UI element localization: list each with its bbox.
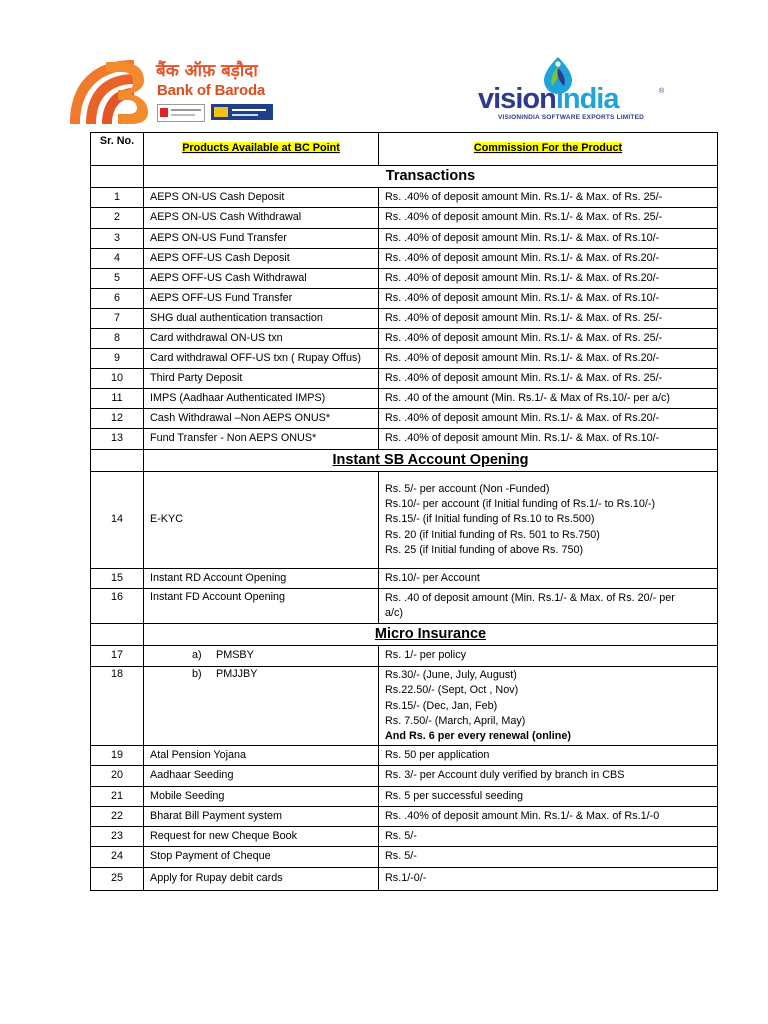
row-commission: Rs. .40% of deposit amount Min. Rs.1/- & Max. of Rs.10/- xyxy=(379,229,718,249)
table-row xyxy=(91,229,718,249)
table-row xyxy=(91,827,718,847)
row-commission: Rs. .40% of deposit amount Min. Rs.1/- & Max. of Rs.10/- xyxy=(379,429,718,450)
row-commission: Rs. .40% of deposit amount Min. Rs.1/- & Max. of Rs.1/-0 xyxy=(379,807,718,827)
row-product: Stop Payment of Cheque xyxy=(144,847,379,868)
row-commission: Rs. 5/- xyxy=(379,847,718,868)
section-spacer xyxy=(91,450,144,472)
row-product xyxy=(144,667,379,746)
row-srno: 3 xyxy=(91,229,144,249)
commission-line: Rs. 5/- per account (Non -Funded) xyxy=(385,482,550,495)
bob-hindi-name: बैंक ऑफ़ बड़ौदा xyxy=(156,61,258,81)
table-row xyxy=(91,847,718,868)
row-product: Apply for Rupay debit cards xyxy=(144,868,379,891)
row-commission: Rs. 1/- per policy xyxy=(379,646,718,667)
section-title-transactions: Transactions xyxy=(144,166,718,188)
section-spacer xyxy=(91,624,144,646)
row-srno: 17 xyxy=(91,646,144,667)
section-row-sb_opening xyxy=(91,450,718,472)
row-product: Card withdrawal ON-US txn xyxy=(144,329,379,349)
commission-line: Rs.10/- per account (if Initial funding of Rs.1/- to Rs.10/-) xyxy=(385,498,656,511)
header-commission-label: Commission For the Product xyxy=(473,142,623,155)
row-product: AEPS ON-US Fund Transfer xyxy=(144,229,379,249)
commission-line: a/c) xyxy=(385,607,403,620)
section-title-sb_opening: Instant SB Account Opening xyxy=(144,450,718,472)
row-srno: 12 xyxy=(91,409,144,429)
table-row xyxy=(91,289,718,309)
row-product: Atal Pension Yojana xyxy=(144,746,379,766)
commission-line: Rs.22.50/- (Sept, Oct , Nov) xyxy=(385,684,519,697)
vijaya-bank-badge xyxy=(157,104,205,122)
row-product: AEPS OFF-US Fund Transfer xyxy=(144,289,379,309)
table-row xyxy=(91,429,718,450)
bank-of-baroda-logo xyxy=(64,44,268,128)
commission-line: Rs.30/- (June, July, August) xyxy=(385,669,517,681)
row-product: Bharat Bill Payment system xyxy=(144,807,379,827)
row-srno: 10 xyxy=(91,369,144,389)
table-row xyxy=(91,807,718,827)
header-srno: Sr. No. xyxy=(91,133,144,166)
row-product: AEPS OFF-US Cash Deposit xyxy=(144,249,379,269)
row-product: Mobile Seeding xyxy=(144,787,379,807)
table-row xyxy=(91,746,718,766)
table-row xyxy=(91,269,718,289)
table-row xyxy=(91,389,718,409)
visionindia-wordmark xyxy=(478,84,618,114)
row-product: IMPS (Aadhaar Authenticated IMPS) xyxy=(144,389,379,409)
row-commission: Rs. .40 of the amount (Min. Rs.1/- & Max of Rs.10/- per a/c) xyxy=(379,389,718,409)
visionindia-logo xyxy=(478,54,668,124)
row-srno: 7 xyxy=(91,309,144,329)
registered-mark: ® xyxy=(659,88,665,95)
table-row xyxy=(91,868,718,891)
row-product: Instant RD Account Opening xyxy=(144,569,379,589)
table-row xyxy=(91,472,718,569)
table-row xyxy=(91,646,718,667)
row-commission: Rs. 3/- per Account duly verified by branch in CBS xyxy=(379,766,718,787)
row-srno: 1 xyxy=(91,188,144,208)
row-srno: 8 xyxy=(91,329,144,349)
row-product-letter: a) xyxy=(192,649,202,662)
header-commission xyxy=(379,133,718,166)
india-text: india xyxy=(555,83,619,115)
header-product xyxy=(144,133,379,166)
row-product: Third Party Deposit xyxy=(144,369,379,389)
row-commission: Rs. .40% of deposit amount Min. Rs.1/- & Max. of Rs. 25/- xyxy=(379,309,718,329)
row-srno: 22 xyxy=(91,807,144,827)
row-commission: Rs. 5/- xyxy=(379,827,718,847)
visionindia-subtitle: VISIONINDIA SOFTWARE EXPORTS LIMITED xyxy=(498,114,644,121)
row-srno: 6 xyxy=(91,289,144,309)
row-srno: 2 xyxy=(91,208,144,229)
row-commission: Rs. .40% of deposit amount Min. Rs.1/- & Max. of Rs. 25/- xyxy=(379,329,718,349)
row-srno: 9 xyxy=(91,349,144,369)
commission-table-body xyxy=(91,133,718,891)
row-product: Instant FD Account Opening xyxy=(144,589,379,624)
baroda-sun-icon xyxy=(64,54,154,124)
row-product: Card withdrawal OFF-US txn ( Rupay Offus) xyxy=(144,349,379,369)
row-product: AEPS ON-US Cash Withdrawal xyxy=(144,208,379,229)
row-srno: 5 xyxy=(91,269,144,289)
row-commission xyxy=(379,472,718,569)
table-row xyxy=(91,329,718,349)
row-srno: 18 xyxy=(91,667,144,746)
table-row xyxy=(91,787,718,807)
row-product: Fund Transfer - Non AEPS ONUS* xyxy=(144,429,379,450)
row-product-name: PMJJBY xyxy=(216,668,258,680)
row-srno: 19 xyxy=(91,746,144,766)
row-commission: Rs.1/-0/- xyxy=(379,868,718,891)
table-header-row xyxy=(91,133,718,166)
row-product: Cash Withdrawal –Non AEPS ONUS* xyxy=(144,409,379,429)
table-row xyxy=(91,349,718,369)
row-commission: Rs. .40% of deposit amount Min. Rs.1/- & Max. of Rs.20/- xyxy=(379,249,718,269)
table-row xyxy=(91,208,718,229)
table-row xyxy=(91,569,718,589)
row-srno: 15 xyxy=(91,569,144,589)
table-row xyxy=(91,249,718,269)
section-row-transactions xyxy=(91,166,718,188)
row-commission: Rs. 5 per successful seeding xyxy=(379,787,718,807)
commission-table xyxy=(90,132,718,891)
section-row-micro_insurance xyxy=(91,624,718,646)
table-row xyxy=(91,667,718,746)
row-srno: 4 xyxy=(91,249,144,269)
row-srno: 21 xyxy=(91,787,144,807)
row-srno: 16 xyxy=(91,589,144,624)
row-srno: 25 xyxy=(91,868,144,891)
row-product: Aadhaar Seeding xyxy=(144,766,379,787)
row-product xyxy=(144,646,379,667)
section-spacer xyxy=(91,166,144,188)
row-commission: Rs.10/- per Account xyxy=(379,569,718,589)
row-commission: Rs. .40% of deposit amount Min. Rs.1/- & Max. of Rs.20/- xyxy=(379,269,718,289)
row-product-name: PMSBY xyxy=(216,649,254,662)
table-row xyxy=(91,188,718,208)
table-row xyxy=(91,309,718,329)
table-row xyxy=(91,766,718,787)
section-title-micro_insurance: Micro Insurance xyxy=(144,624,718,646)
row-product: AEPS ON-US Cash Deposit xyxy=(144,188,379,208)
row-product-letter: b) xyxy=(192,668,202,680)
row-srno: 23 xyxy=(91,827,144,847)
row-srno: 24 xyxy=(91,847,144,868)
row-commission: Rs. .40% of deposit amount Min. Rs.1/- & Max. of Rs. 25/- xyxy=(379,188,718,208)
header-product-label: Products Available at BC Point xyxy=(182,142,340,155)
row-product: SHG dual authentication transaction xyxy=(144,309,379,329)
row-commission: Rs. .40% of deposit amount Min. Rs.1/- & Max. of Rs.20/- xyxy=(379,409,718,429)
table-row xyxy=(91,369,718,389)
row-commission: Rs. .40% of deposit amount Min. Rs.1/- & Max. of Rs.10/- xyxy=(379,289,718,309)
table-row xyxy=(91,409,718,429)
row-commission: Rs. .40% of deposit amount Min. Rs.1/- & Max. of Rs.20/- xyxy=(379,349,718,369)
commission-line: Rs.15/- (Dec, Jan, Feb) xyxy=(385,699,498,712)
row-commission: Rs. .40% of deposit amount Min. Rs.1/- & Max. of Rs. 25/- xyxy=(379,208,718,229)
commission-line: Rs. 7.50/- (March, April, May) xyxy=(385,714,526,727)
commission-line: Rs. 20 (if Initial funding of Rs. 501 to Rs.750) xyxy=(385,528,600,541)
commission-line: Rs. 25 (if Initial funding of above Rs. 750) xyxy=(385,543,584,556)
row-srno: 11 xyxy=(91,389,144,409)
row-commission: Rs. 50 per application xyxy=(379,746,718,766)
table-row xyxy=(91,589,718,624)
row-product: Request for new Cheque Book xyxy=(144,827,379,847)
commission-line: Rs.15/- (if Initial funding of Rs.10 to Rs.500) xyxy=(385,513,595,526)
row-commission xyxy=(379,667,718,746)
row-srno: 14 xyxy=(91,472,144,569)
merged-banks-badges xyxy=(157,104,273,122)
commission-line: Rs. .40 of deposit amount (Min. Rs.1/- & Max. of Rs. 20/- per xyxy=(385,592,675,604)
commission-line-bold: And Rs. 6 per every renewal (online) xyxy=(385,730,572,743)
dena-bank-badge xyxy=(211,104,273,120)
bob-english-name: Bank of Baroda xyxy=(157,82,266,99)
row-commission xyxy=(379,589,718,624)
vision-text: vision xyxy=(478,83,556,115)
row-srno: 13 xyxy=(91,429,144,450)
row-srno: 20 xyxy=(91,766,144,787)
row-product: E-KYC xyxy=(144,472,379,569)
row-commission: Rs. .40% of deposit amount Min. Rs.1/- & Max. of Rs. 25/- xyxy=(379,369,718,389)
row-product: AEPS OFF-US Cash Withdrawal xyxy=(144,269,379,289)
